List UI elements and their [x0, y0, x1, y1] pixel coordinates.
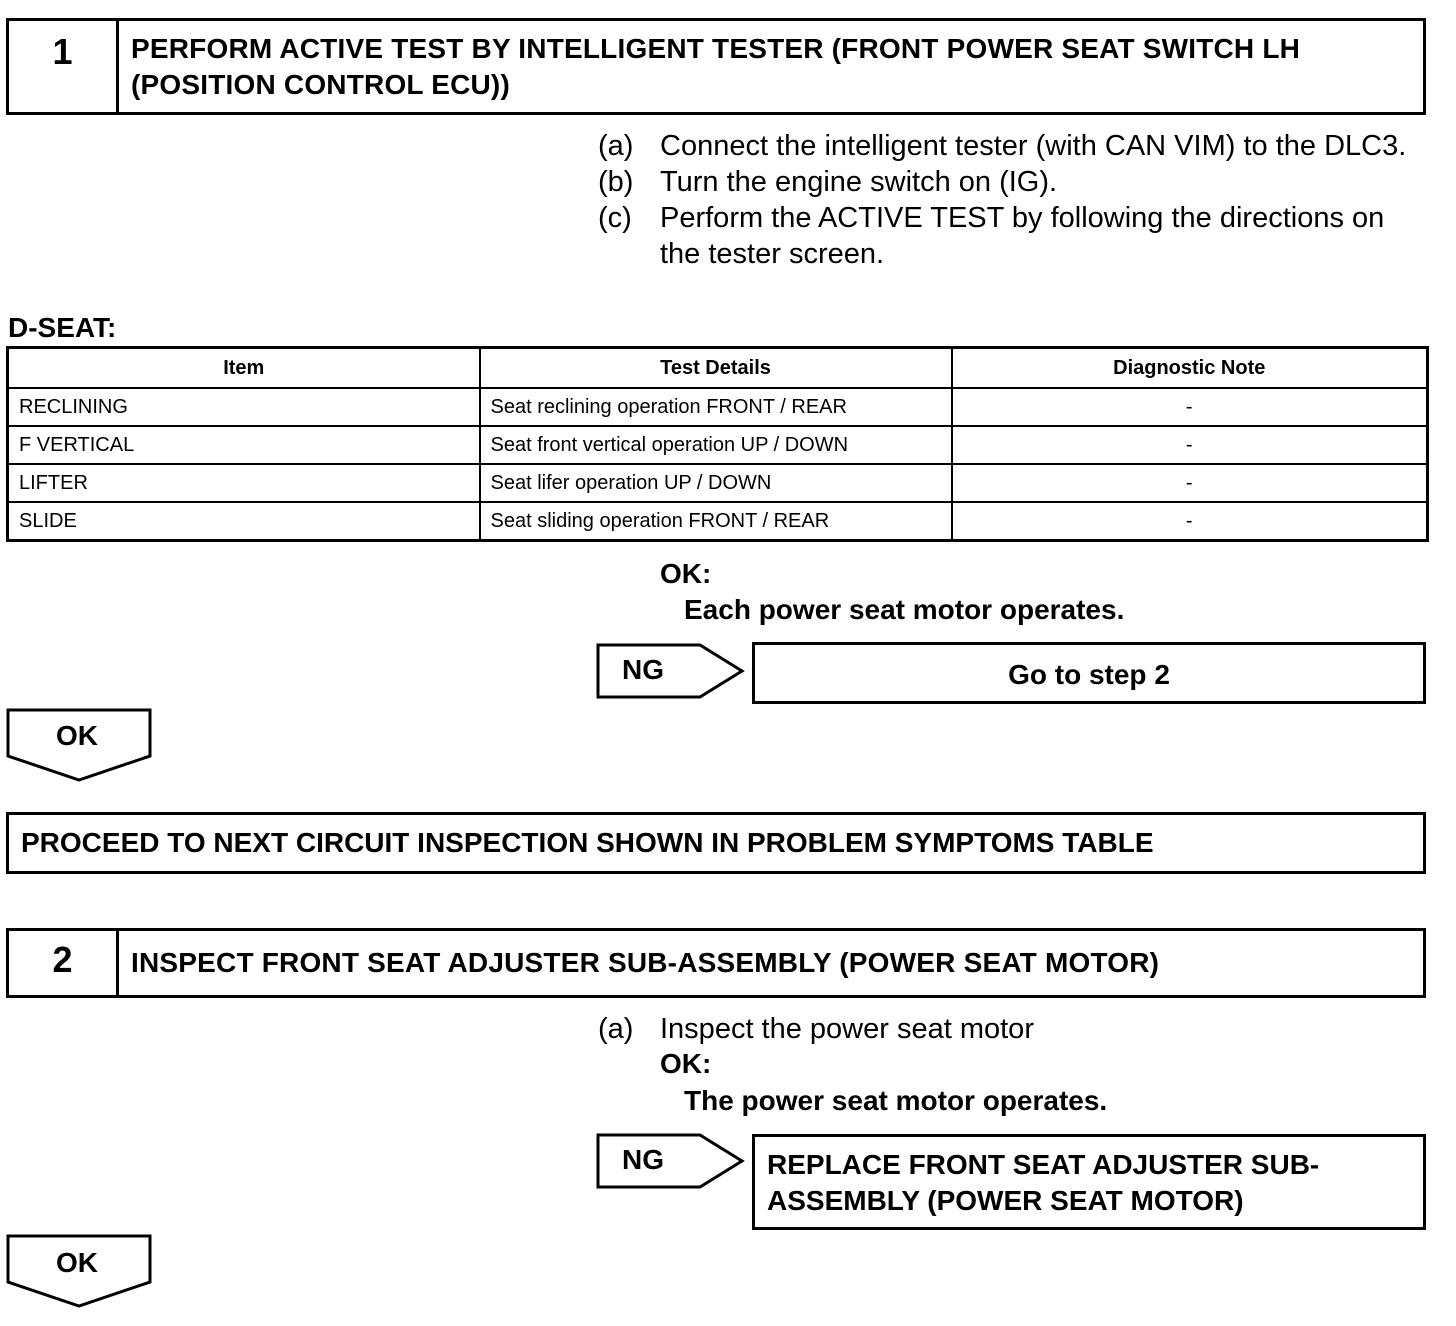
table-cell: F VERTICAL	[8, 426, 480, 464]
instruction-text: Connect the intelligent tester (with CAN VIM) to the DLC3.	[660, 130, 1407, 162]
table-cell: -	[952, 426, 1428, 464]
step-2-instructions	[598, 1011, 1428, 1047]
instruction-text: Turn the engine switch on (IG).	[660, 166, 1058, 198]
proceed-text: PROCEED TO NEXT CIRCUIT INSPECTION SHOWN IN PROBLEM SYMPTOMS TABLE	[21, 827, 1154, 858]
step-2-ok-label: OK:	[660, 1048, 712, 1079]
step-2-ng-arrow-icon	[596, 1133, 746, 1189]
instruction-letter: (c)	[598, 202, 632, 234]
step-1-title: PERFORM ACTIVE TEST BY INTELLIGENT TESTER (FRONT POWER SEAT SWITCH LH (POSITION CONTROL ECU))	[131, 33, 1301, 100]
step-1-ng-result-box	[752, 642, 1426, 704]
step-2-ng-label: NG	[622, 1144, 664, 1175]
column-header-diagnostic-note: Diagnostic Note	[952, 348, 1428, 389]
instruction-letter: (a)	[598, 1013, 634, 1045]
step-2-ng-result-box	[752, 1134, 1426, 1230]
step-1-ng-arrow-icon	[596, 643, 746, 699]
table-cell: LIFTER	[8, 464, 480, 502]
step-1-ok-criteria: Each power seat motor operates.	[684, 594, 1125, 625]
instruction-letter: (b)	[598, 166, 634, 198]
table-cell: Seat lifer operation UP / DOWN	[480, 464, 952, 502]
table-cell: SLIDE	[8, 502, 480, 541]
table-cell: -	[952, 388, 1428, 426]
table-cell: RECLINING	[8, 388, 480, 426]
step-1-instructions	[598, 128, 1428, 272]
proceed-box	[6, 812, 1426, 874]
instruction-b	[598, 164, 1428, 200]
table-row	[8, 502, 1428, 541]
table-row	[8, 426, 1428, 464]
step-2-ng-result: REPLACE FRONT SEAT ADJUSTER SUB-ASSEMBLY (POWER SEAT MOTOR)	[767, 1149, 1320, 1216]
instruction-letter: (a)	[598, 130, 634, 162]
instruction-a	[598, 1011, 1428, 1047]
step-1-ok-label: OK:	[660, 558, 712, 589]
step-2-ok-criteria: The power seat motor operates.	[684, 1085, 1108, 1116]
table-title: D-SEAT:	[8, 312, 117, 343]
instruction-text: Inspect the power seat motor	[660, 1013, 1034, 1045]
table-cell: -	[952, 502, 1428, 541]
step-1-header	[6, 18, 1426, 115]
step-1-number: 1	[9, 21, 119, 112]
step-2-ok-arrow-label: OK	[56, 1247, 98, 1278]
step-1-ng-label: NG	[622, 654, 664, 685]
table-cell: Seat front vertical operation UP / DOWN	[480, 426, 952, 464]
step-2-number: 2	[9, 931, 119, 995]
step-1-ng-result: Go to step 2	[1008, 659, 1170, 690]
instruction-text: Perform the ACTIVE TEST by following the directions on the tester screen.	[660, 202, 1385, 270]
table-cell: Seat sliding operation FRONT / REAR	[480, 502, 952, 541]
step-2-header	[6, 928, 1426, 998]
table-row	[8, 464, 1428, 502]
table-header-row	[8, 348, 1428, 389]
step-2-title: INSPECT FRONT SEAT ADJUSTER SUB-ASSEMBLY (POWER SEAT MOTOR)	[131, 947, 1160, 978]
table-row	[8, 388, 1428, 426]
d-seat-table	[6, 346, 1429, 542]
step-1-ok-arrow-label: OK	[56, 720, 98, 751]
table-cell: Seat reclining operation FRONT / REAR	[480, 388, 952, 426]
table-cell: -	[952, 464, 1428, 502]
column-header-item: Item	[8, 348, 480, 389]
instruction-c	[598, 200, 1428, 272]
column-header-test-details: Test Details	[480, 348, 952, 389]
instruction-a	[598, 128, 1428, 164]
